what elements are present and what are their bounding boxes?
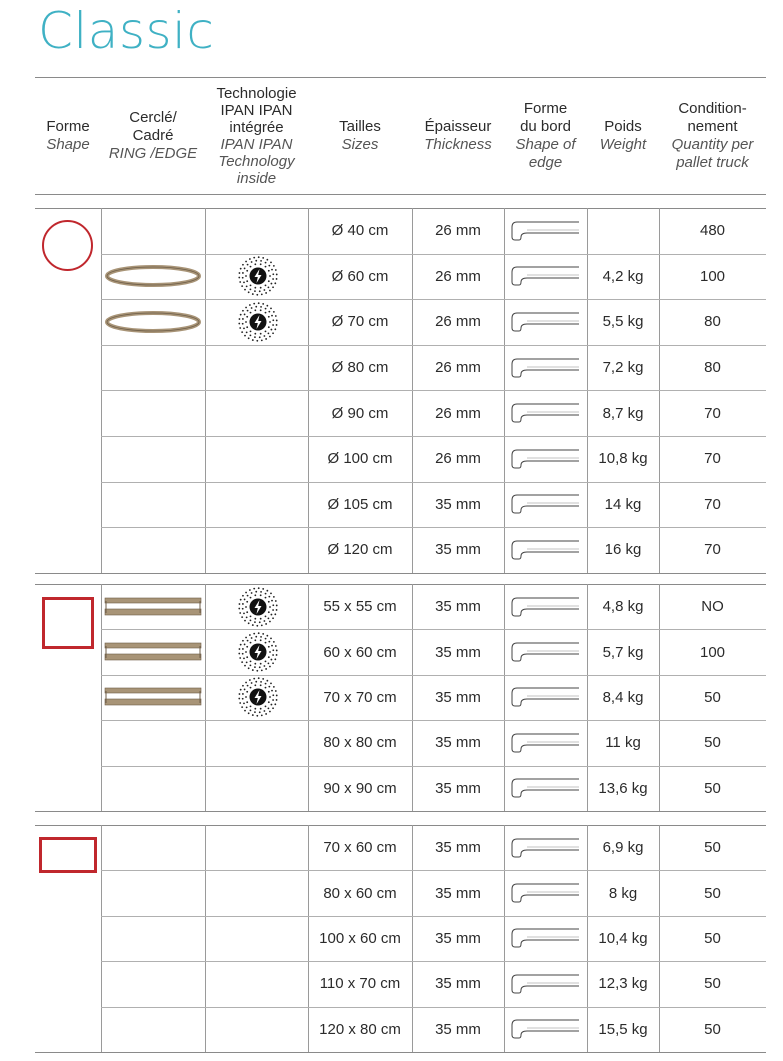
- table-row: [0, 870, 783, 915]
- header-shape: [35, 78, 101, 194]
- header-qty-en1: Quantity per: [671, 136, 754, 153]
- weight-value: 5,7 kg: [602, 643, 644, 661]
- header-ring: [101, 78, 205, 194]
- edge-profile-drawing: [509, 401, 581, 425]
- header-edge-en2: edge: [528, 154, 563, 171]
- quantity-value: 50: [704, 884, 721, 902]
- quantity-value: 70: [704, 495, 721, 513]
- header-weight: [587, 78, 659, 194]
- thickness-value: 35 mm: [435, 975, 481, 993]
- quantity-value: 70: [704, 404, 721, 422]
- size-value: 70 x 70 cm: [323, 688, 397, 706]
- weight-value: 8,4 kg: [602, 688, 644, 706]
- thickness-value: 35 mm: [435, 1020, 481, 1038]
- thickness-value: 35 mm: [435, 541, 481, 559]
- size-value: 120 x 80 cm: [319, 1020, 401, 1038]
- header-edge-en1: Shape of: [515, 136, 576, 153]
- table-row: [0, 482, 783, 528]
- ring-edge-image: [104, 640, 202, 664]
- section-bottom-rule: [35, 1052, 766, 1053]
- header-qty-fr2: nement: [687, 118, 738, 135]
- header-shape-en: Shape: [46, 136, 90, 153]
- header-edge-fr1: Forme: [523, 100, 568, 117]
- edge-profile-drawing: [509, 492, 581, 516]
- table-row: [0, 766, 783, 811]
- weight-value: 7,2 kg: [602, 359, 644, 377]
- size-value: Ø 70 cm: [331, 313, 389, 331]
- thickness-value: 35 mm: [435, 779, 481, 797]
- size-value: Ø 60 cm: [331, 267, 389, 285]
- thickness-value: 26 mm: [435, 222, 481, 240]
- header-qty-fr1: Condition-: [678, 100, 747, 117]
- quantity-value: 50: [704, 839, 721, 857]
- header-thickness: [412, 78, 504, 194]
- quantity-value: 480: [699, 222, 726, 240]
- thickness-value: 26 mm: [435, 359, 481, 377]
- size-value: 90 x 90 cm: [323, 779, 397, 797]
- weight-value: 5,5 kg: [602, 313, 644, 331]
- thickness-value: 35 mm: [435, 929, 481, 947]
- table-row: [0, 825, 783, 870]
- size-value: 55 x 55 cm: [323, 598, 397, 616]
- size-value: Ø 105 cm: [327, 495, 393, 513]
- weight-value: 12,3 kg: [598, 975, 648, 993]
- weight-value: 6,9 kg: [602, 839, 644, 857]
- quantity-value: 50: [704, 779, 721, 797]
- ipan-technology-icon: [238, 632, 278, 672]
- header-thickness-en: Thickness: [424, 136, 492, 153]
- weight-value: 16 kg: [604, 541, 642, 559]
- table-row: [0, 299, 783, 345]
- weight-value: [587, 208, 659, 254]
- edge-profile-drawing: [509, 264, 581, 288]
- edge-profile-drawing: [509, 972, 581, 996]
- quantity-value: 50: [704, 688, 721, 706]
- table-row: [0, 961, 783, 1006]
- quantity-value: 100: [699, 643, 726, 661]
- table-row: [0, 527, 783, 573]
- header-edge: [504, 78, 587, 194]
- header-tech-en1: IPAN IPAN: [220, 136, 293, 153]
- thickness-value: 35 mm: [435, 734, 481, 752]
- quantity-value: 80: [704, 359, 721, 377]
- header-tech-fr3: intégrée: [229, 119, 284, 136]
- edge-profile-drawing: [509, 447, 581, 471]
- section-rectangle: [0, 825, 783, 1052]
- edge-profile-drawing: [509, 731, 581, 755]
- ring-edge-image: [104, 685, 202, 709]
- section-circle: [0, 208, 783, 573]
- table-row: [0, 584, 783, 629]
- edge-profile-drawing: [509, 836, 581, 860]
- size-value: Ø 100 cm: [327, 450, 393, 468]
- ring-edge-image: [104, 264, 202, 288]
- table-row: [0, 720, 783, 765]
- ipan-technology-icon: [238, 302, 278, 342]
- ring-edge-image: [104, 310, 202, 334]
- thickness-value: 35 mm: [435, 688, 481, 706]
- size-value: Ø 120 cm: [327, 541, 393, 559]
- thickness-value: 26 mm: [435, 404, 481, 422]
- size-value: Ø 90 cm: [331, 404, 389, 422]
- header-sizes-en: Sizes: [341, 136, 379, 153]
- thickness-value: 35 mm: [435, 643, 481, 661]
- quantity-value: 50: [704, 734, 721, 752]
- ring-edge-image: [104, 595, 202, 619]
- header-ring-fr1: Cerclé/: [129, 109, 177, 126]
- thickness-value: 35 mm: [435, 839, 481, 857]
- quantity-value: 80: [704, 313, 721, 331]
- edge-profile-drawing: [509, 685, 581, 709]
- header-tech-en3: inside: [236, 170, 277, 187]
- quantity-value: 50: [704, 929, 721, 947]
- edge-profile-drawing: [509, 219, 581, 243]
- thickness-value: 35 mm: [435, 598, 481, 616]
- thickness-value: 26 mm: [435, 450, 481, 468]
- size-value: 110 x 70 cm: [319, 975, 401, 993]
- quantity-value: 70: [704, 450, 721, 468]
- ipan-technology-icon: [238, 677, 278, 717]
- table-row: [0, 916, 783, 961]
- ipan-technology-icon: [238, 256, 278, 296]
- weight-value: 10,8 kg: [598, 450, 648, 468]
- edge-profile-drawing: [509, 881, 581, 905]
- header-sizes-fr: Tailles: [339, 118, 381, 135]
- header-ring-en: RING /EDGE: [108, 145, 198, 162]
- size-value: 80 x 80 cm: [323, 734, 397, 752]
- edge-profile-drawing: [509, 1017, 581, 1041]
- edge-profile-drawing: [509, 640, 581, 664]
- header-sizes: [308, 78, 412, 194]
- size-value: 100 x 60 cm: [319, 929, 401, 947]
- table-row: [0, 436, 783, 482]
- table-row: [0, 629, 783, 674]
- weight-value: 8,7 kg: [602, 404, 644, 422]
- header-tech-fr2: IPAN IPAN: [220, 102, 293, 119]
- header-tech-fr1: Technologie: [216, 85, 297, 102]
- header-shape-fr: Forme: [46, 118, 90, 135]
- weight-value: 14 kg: [604, 495, 642, 513]
- weight-value: 13,6 kg: [598, 779, 648, 797]
- quantity-value: NO: [701, 598, 724, 616]
- header-tech: [205, 78, 308, 194]
- edge-profile-drawing: [509, 595, 581, 619]
- quantity-value: 100: [699, 267, 726, 285]
- header-thickness-fr: Épaisseur: [424, 118, 492, 135]
- table-row: [0, 345, 783, 391]
- header-weight-en: Weight: [599, 136, 647, 153]
- quantity-value: 50: [704, 975, 721, 993]
- edge-profile-drawing: [509, 776, 581, 800]
- quantity-value: 50: [704, 1020, 721, 1038]
- ipan-technology-icon: [238, 587, 278, 627]
- size-value: 70 x 60 cm: [323, 839, 397, 857]
- table-row: [0, 390, 783, 436]
- section-bottom-rule: [35, 811, 766, 812]
- header-tech-en2: Technology: [218, 153, 295, 170]
- section-square: [0, 584, 783, 811]
- edge-profile-drawing: [509, 310, 581, 334]
- header-qty-en2: pallet truck: [676, 154, 749, 171]
- table-row: [0, 1007, 783, 1052]
- quantity-value: 70: [704, 541, 721, 559]
- thickness-value: 26 mm: [435, 313, 481, 331]
- table-row: [0, 675, 783, 720]
- header-edge-fr2: du bord: [520, 118, 571, 135]
- thickness-value: 35 mm: [435, 495, 481, 513]
- weight-value: 10,4 kg: [598, 929, 648, 947]
- weight-value: 11 kg: [605, 734, 641, 752]
- weight-value: 4,8 kg: [602, 598, 644, 616]
- weight-value: 15,5 kg: [598, 1020, 648, 1038]
- table-row: [0, 208, 783, 254]
- size-value: Ø 80 cm: [331, 359, 389, 377]
- edge-profile-drawing: [509, 926, 581, 950]
- size-value: Ø 40 cm: [331, 222, 389, 240]
- table-row: [0, 254, 783, 300]
- header-qty: [659, 78, 766, 194]
- thickness-value: 35 mm: [435, 884, 481, 902]
- thickness-value: 26 mm: [435, 267, 481, 285]
- weight-value: 4,2 kg: [602, 267, 644, 285]
- header-bottom-rule: [35, 194, 766, 195]
- edge-profile-drawing: [509, 356, 581, 380]
- weight-value: 8 kg: [608, 884, 638, 902]
- edge-profile-drawing: [509, 538, 581, 562]
- header-weight-fr: Poids: [604, 118, 642, 135]
- size-value: 60 x 60 cm: [323, 643, 397, 661]
- section-bottom-rule: [35, 573, 766, 574]
- size-value: 80 x 60 cm: [323, 884, 397, 902]
- page-title: Classic: [38, 2, 215, 60]
- header-ring-fr2: Cadré: [132, 127, 174, 144]
